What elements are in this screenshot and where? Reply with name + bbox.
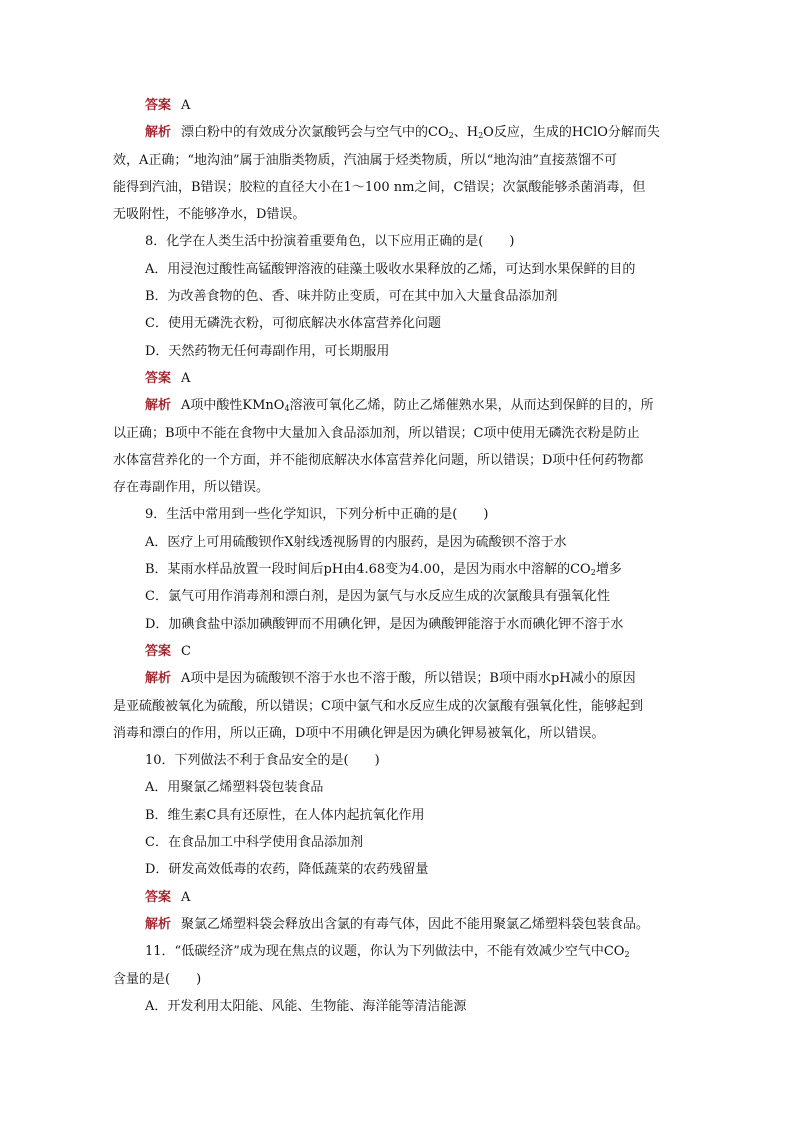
answer-label: 答案: [145, 643, 172, 659]
text-line: [113, 147, 683, 174]
text-line: [113, 829, 683, 856]
text-line: [113, 720, 683, 747]
text-line: [113, 529, 683, 556]
text-line: [113, 92, 683, 119]
text-line: [113, 201, 683, 228]
line-text: A．用浸泡过酸性高锰酸钾溶液的硅藻土吸收水果释放的乙烯，可达到水果保鲜的目的: [145, 261, 636, 277]
line-text: 水体富营养化的一个方面，并不能彻底解决水体富营养化问题，所以错误；D项中任何药物都: [113, 452, 644, 468]
line-text: A: [181, 98, 191, 113]
line-text: A项中是因为硫酸钡不溶于水也不溶于酸，所以错误；B项中雨水pH减小的原因: [181, 671, 636, 687]
line-text: A: [181, 370, 191, 386]
line-text: D．研发高效低毒的农药，降低蔬菜的农药残留量: [145, 862, 429, 878]
explanation-label: 解析: [145, 125, 172, 141]
line-text: B．维生素C具有还原性，在人体内起抗氧化作用: [145, 807, 425, 823]
text-line: [113, 583, 683, 610]
text-line: [113, 228, 683, 255]
line-text: D．天然药物无任何毒副作用，可长期服用: [145, 343, 390, 359]
text-line: [113, 993, 683, 1020]
text-line: [113, 611, 683, 638]
text-line: [113, 174, 683, 201]
line-text: 含量的是( ): [113, 971, 202, 987]
text-line: [113, 556, 683, 583]
text-line: [113, 420, 683, 447]
line-text: C．使用无磷洗衣粉，可彻底解决水体富营养化问题: [145, 316, 441, 332]
explanation-label: 解析: [145, 916, 172, 932]
line-text: A．用聚氯乙烯塑料袋包装食品: [145, 780, 324, 796]
line-text: A: [181, 889, 191, 905]
line-text: D．加碘食盐中添加碘酸钾而不用碘化钾，是因为碘酸钾能溶于水而碘化钾不溶于水: [145, 616, 624, 632]
line-text: A．开发利用太阳能、风能、生物能、海洋能等清洁能源: [145, 998, 467, 1014]
text-line: [113, 638, 683, 665]
line-text: A项中酸性KMnO$_4$溶液可氧化乙烯，防止乙烯催熟水果，从而达到保鲜的目的，所: [181, 398, 654, 414]
text-line: [113, 392, 683, 419]
line-text: 8．化学在人类生活中扮演着重要角色，以下应用正确的是( ): [145, 234, 515, 250]
answer-label: 答案: [145, 98, 172, 113]
line-text: B．某雨水样品放置一段时间后pH由4.68变为4.00，是因为雨水中溶解的$CO_2$增多: [145, 562, 622, 578]
explanation-label: 解析: [145, 398, 172, 414]
text-line: [113, 474, 683, 501]
text-line: [113, 365, 683, 392]
text-line: [113, 884, 683, 911]
line-text: B．为改善食物的色、香、味并防止变质，可在其中加入大量食品添加剂: [145, 289, 558, 305]
text-line: [113, 501, 683, 528]
line-text: 以正确；B项中不能在食物中大量加入食品添加剂，所以错误；C项中使用无磷洗衣粉是防止: [113, 425, 640, 441]
line-text: C．在食品加工中科学使用食品添加剂: [145, 835, 363, 851]
answer-label: 答案: [145, 370, 172, 386]
text-line: [113, 774, 683, 801]
text-line: [113, 802, 683, 829]
line-text: C．氯气可用作消毒剂和漂白剂，是因为氯气与水反应生成的次氯酸具有强氧化性: [145, 589, 610, 605]
line-text: 聚氯乙烯塑料袋会释放出含氯的有毒气体，因此不能用聚氯乙烯塑料袋包装食品。: [181, 916, 650, 932]
text-line: [113, 119, 683, 146]
line-text: A．医疗上可用硫酸钡作X射线透视肠胃的内服药，是因为硫酸钡不溶于水: [145, 534, 567, 550]
document-body: [113, 92, 683, 1020]
line-text: 能得到汽油，B错误；胶粒的直径大小在1～100 nm之间，C错误；次氯酸能够杀菌消毒，但: [113, 179, 646, 195]
line-text: 漂白粉中的有效成分次氯酸钙会与空气中的$CO_2$、$H_2O$反应，生成的HClO分解而失: [181, 125, 660, 141]
line-text: 存在毒副作用，所以错误。: [113, 480, 270, 496]
text-line: [113, 447, 683, 474]
explanation-label: 解析: [145, 671, 172, 687]
text-line: [113, 283, 683, 310]
line-text: 9．生活中常用到一些化学知识，下列分析中正确的是( ): [145, 507, 489, 523]
text-line: [113, 310, 683, 337]
text-line: [113, 911, 683, 938]
line-text: 无吸附性，不能够净水，D错误。: [113, 207, 306, 223]
line-text: 效，A正确；“地沟油”属于油脂类物质，汽油属于烃类物质，所以“地沟油”直接蒸馏不可: [113, 152, 617, 168]
text-line: [113, 256, 683, 283]
text-line: [113, 665, 683, 692]
text-line: [113, 338, 683, 365]
text-line: [113, 693, 683, 720]
text-line: [113, 938, 683, 965]
text-line: [113, 747, 683, 774]
answer-label: 答案: [145, 889, 172, 905]
line-text: 消毒和漂白的作用，所以正确，D项中不用碘化钾是因为碘化钾易被氧化，所以错误。: [113, 725, 605, 741]
line-text: C: [181, 643, 191, 659]
line-text: 10．下列做法不利于食品安全的是( ): [145, 753, 380, 769]
text-line: [113, 856, 683, 883]
text-line: [113, 966, 683, 993]
line-text: 是亚硫酸被氧化为硫酸，所以错误；C项中氯气和水反应生成的次氯酸有强氧化性，能够起到: [113, 698, 643, 714]
line-text: 11．“低碳经济”成为现在焦点的议题，你认为下列做法中，不能有效减少空气中$CO_2$: [145, 944, 630, 960]
